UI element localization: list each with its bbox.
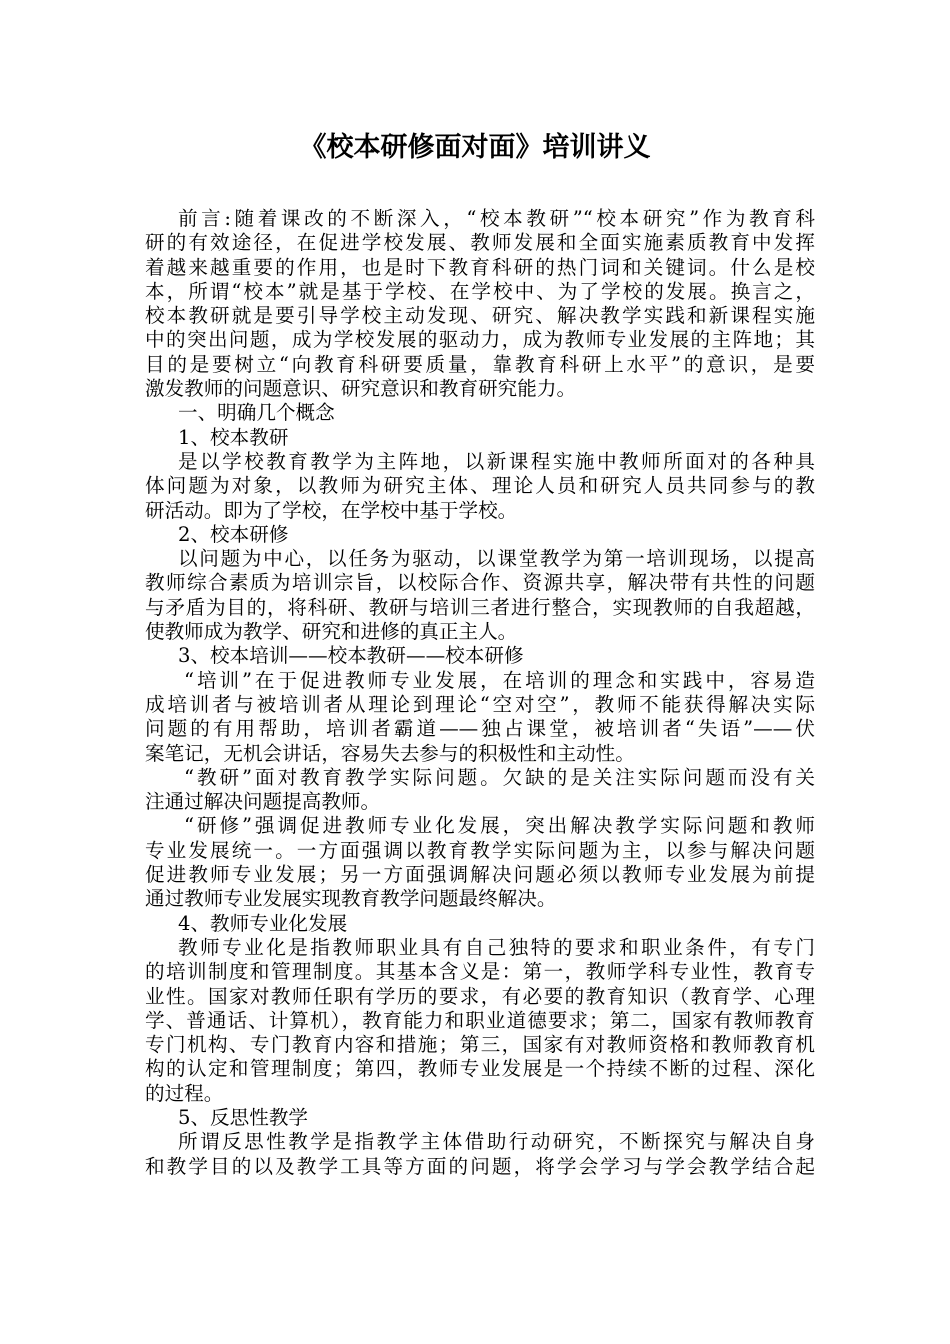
text-line: 是以学校教育教学为主阵地，以新课程实施中教师所面对的各种具 xyxy=(178,449,815,473)
text-line: 的过程。 xyxy=(145,1081,224,1105)
text-line: 专门机构、专门教育内容和措施；第三，国家有对教师资格和教师教育机 xyxy=(145,1033,815,1057)
text-line: “培训”在于促进教师专业发展，在培训的理念和实践中，容易造 xyxy=(184,668,815,692)
text-line: 教师综合素质为培训宗旨，以校际合作、资源共享，解决带有共性的问题 xyxy=(145,571,815,595)
text-line: “研修”强调促进教师专业化发展，突出解决教学实际问题和教师 xyxy=(184,814,815,838)
subsection-heading: 1、校本教研 xyxy=(178,425,289,449)
text-line: 构的认定和管理制度；第四，教师专业发展是一个持续不断的过程、深化 xyxy=(145,1057,815,1081)
subsection-heading: 3、校本培训——校本教研——校本研修 xyxy=(178,644,524,668)
text-line: 业性。国家对教师任职有学历的要求，有必要的教育知识（教育学、心理 xyxy=(145,984,815,1008)
text-line: 体问题为对象，以教师为研究主体、理论人员和研究人员共同参与的教 xyxy=(145,474,815,498)
subsection-heading: 5、反思性教学 xyxy=(178,1105,309,1129)
text-line: 所谓反思性教学是指教学主体借助行动研究，不断探究与解决自身 xyxy=(178,1130,815,1154)
text-line: 激发教师的问题意识、研究意识和教育研究能力。 xyxy=(145,377,577,401)
text-line: 中的突出问题，成为学校发展的驱动力，成为教师专业发展的主阵地；其 xyxy=(145,328,815,352)
text-line: 问题的有用帮助，培训者霸道——独占课堂，被培训者“失语”——伏 xyxy=(145,717,815,741)
text-line: 通过教师专业发展实现教育教学问题最终解决。 xyxy=(145,887,557,911)
text-line: 促进教师专业发展；另一方面强调解决问题必须以教师专业发展为前提 xyxy=(145,863,815,887)
document-body xyxy=(145,207,815,1179)
text-line: 研的有效途径，在促进学校发展、教师发展和全面实施素质教育中发挥 xyxy=(145,231,815,255)
subsection-heading: 4、教师专业化发展 xyxy=(178,911,348,935)
text-line: 目的是要树立“向教育科研要质量，靠教育科研上水平”的意识，是要 xyxy=(145,352,815,376)
text-line: 成培训者与被培训者从理论到理论“空对空”，教师不能获得解决实际 xyxy=(145,692,815,716)
text-line: 专业发展统一。一方面强调以教育教学实际问题为主，以参与解决问题 xyxy=(145,838,815,862)
text-line: 着越来越重要的作用，也是时下教育科研的热门词和关键词。什么是校 xyxy=(145,255,815,279)
text-line: 和教学目的以及教学工具等方面的问题，将学会学习与学会教学结合起 xyxy=(145,1154,815,1178)
text-line: “教研”面对教育教学实际问题。欠缺的是关注实际问题而没有关 xyxy=(184,765,815,789)
text-line: 学、普通话、计算机），教育能力和职业道德要求；第二，国家有教师教育 xyxy=(145,1008,815,1032)
document-title: 《校本研修面对面》培训讲义 xyxy=(299,132,651,163)
section-heading: 一、明确几个概念 xyxy=(178,401,335,425)
text-line: 前言:随着课改的不断深入，“校本教研”“校本研究”作为教育科 xyxy=(178,207,815,230)
text-line: 使教师成为教学、研究和进修的真正主人。 xyxy=(145,620,518,644)
text-line: 注通过解决问题提高教师。 xyxy=(145,790,381,814)
text-line: 以问题为中心，以任务为驱动，以课堂教学为第一培训现场，以提高 xyxy=(178,547,815,571)
subsection-heading: 2、校本研修 xyxy=(178,522,289,546)
text-line: 的培训制度和管理制度。其基本含义是：第一，教师学科专业性，教育专 xyxy=(145,960,815,984)
text-line: 教师专业化是指教师职业具有自己独特的要求和职业条件，有专门 xyxy=(178,935,815,959)
text-line: 与矛盾为目的，将科研、教研与培训三者进行整合，实现教师的自我超越， xyxy=(145,595,815,619)
text-line: 案笔记，无机会讲话，容易失去参与的积极性和主动性。 xyxy=(145,741,635,765)
text-line: 研活动。即为了学校，在学校中基于学校。 xyxy=(145,498,518,522)
text-line: 本，所谓“校本”就是基于学校、在学校中、为了学校的发展。换言之， xyxy=(145,279,815,303)
text-line: 校本教研就是要引导学校主动发现、研究、解决教学实践和新课程实施 xyxy=(145,304,815,328)
